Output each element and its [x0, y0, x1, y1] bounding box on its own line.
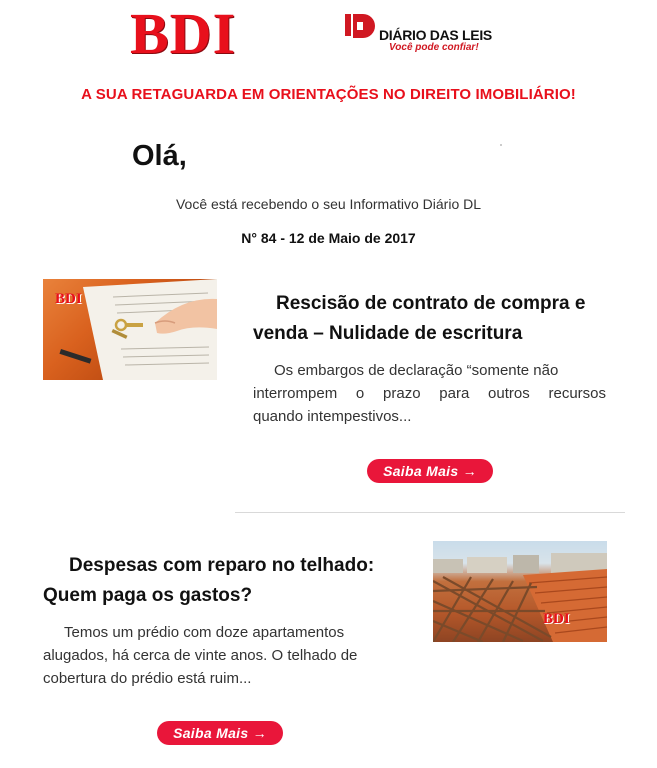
roof-repair-photo-icon [433, 541, 607, 642]
article-2-excerpt-line2: alugados, há cerca de vinte anos. O telhado de [43, 647, 358, 664]
decorative-dot [500, 144, 502, 146]
intro-text: Você está recebendo o seu Informativo Diário DL [175, 196, 482, 212]
article-2-title-line1[interactable]: Despesas com reparo no telhado: [69, 555, 375, 576]
article-1-excerpt-line3: quando intempestivos... [253, 408, 412, 425]
section-divider [235, 512, 625, 513]
partner-logo-name: DIÁRIO DAS LEIS [379, 27, 492, 43]
article-2-title-line2[interactable]: Quem paga os gastos? [43, 585, 253, 606]
article-1-image-watermark: BDI [55, 291, 82, 307]
article-2-image-watermark: BDI [543, 611, 570, 627]
article-2-excerpt-line1: Temos um prédio com doze apartamentos [64, 624, 345, 641]
article-2-read-more-button[interactable]: Saiba Mais → [157, 721, 283, 745]
article-1-title-line1[interactable]: Rescisão de contrato de compra e [276, 293, 586, 314]
article-1-excerpt-line1: Os embargos de declaração “somente não [274, 362, 559, 379]
greeting: Olá, [132, 140, 187, 172]
article-1-excerpt-line2: interrompem o prazo para outros recursos [253, 385, 606, 402]
article-1-title-line2[interactable]: venda – Nulidade de escritura [253, 323, 523, 344]
tagline: A SUA RETAGUARDA EM ORIENTAÇÕES NO DIREITO IMOBILIÁRIO! [81, 86, 576, 103]
article-1-image[interactable] [43, 279, 217, 380]
article-2-excerpt-line3: cobertura do prédio está ruim... [43, 670, 252, 687]
diario-das-leis-logo [343, 12, 513, 56]
partner-logo-tagline: Você pode confiar! [389, 42, 479, 53]
issue-number: N° 84 - 12 de Maio de 2017 [241, 230, 416, 246]
article-2-image[interactable] [433, 541, 607, 642]
article-1-read-more-button[interactable]: Saiba Mais → [367, 459, 493, 483]
bdi-logo: BDI [130, 1, 237, 66]
diario-das-leis-mark-icon [343, 12, 379, 42]
